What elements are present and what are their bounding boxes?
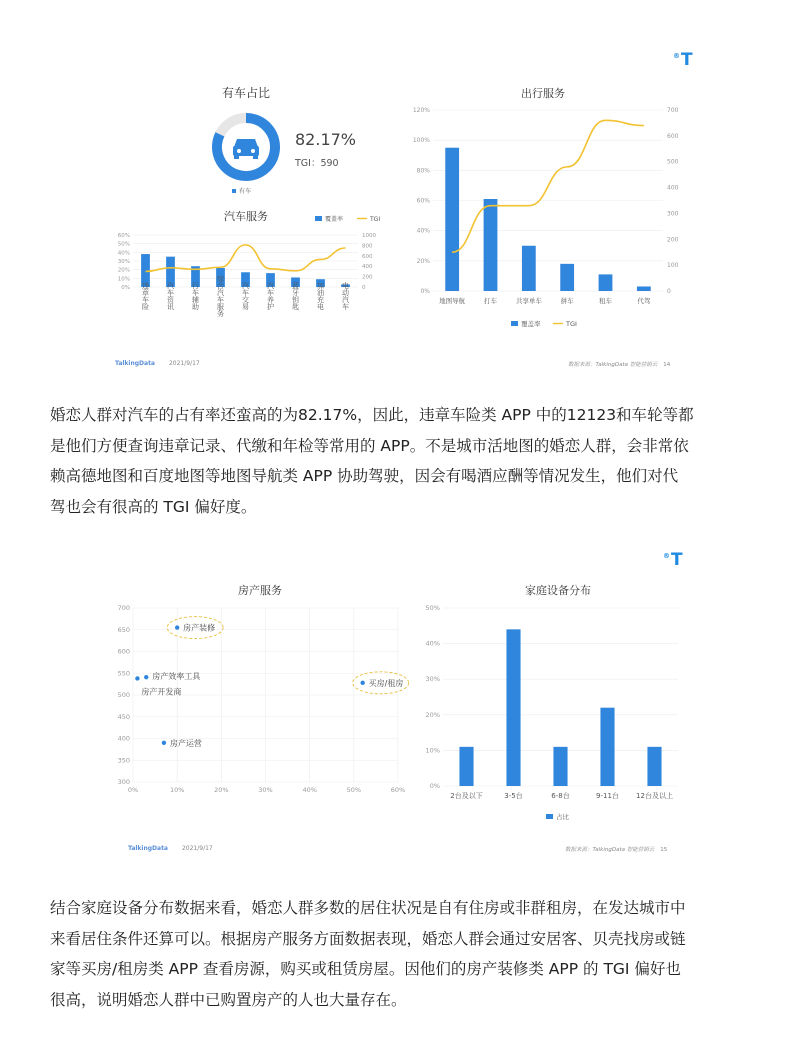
x-category-label: 综合汽车服务 xyxy=(216,275,225,317)
slide2-canvas xyxy=(103,540,693,865)
slide1-canvas xyxy=(103,45,693,375)
scatter-point xyxy=(162,741,166,745)
legend-swatch-coverage xyxy=(546,814,553,819)
footer-date: 2021/9/17 xyxy=(168,360,200,367)
x-category-label: 12台及以上 xyxy=(636,792,673,800)
paragraph-housing-analysis xyxy=(50,893,740,1015)
x-category-label: 代驾 xyxy=(637,297,651,305)
legend-label-tgi: TGI xyxy=(566,320,577,328)
y-tick-label: 0% xyxy=(420,288,430,295)
y-tick-label: 450 xyxy=(117,712,130,721)
x-tick-label: 20% xyxy=(214,786,229,794)
y-tick-label: 50% xyxy=(117,241,130,248)
paragraph-line: 结合家庭设备分布数据来看，婚恋人群多数的居住状况是自有住房或非群租房，在发达城市中 xyxy=(50,899,686,917)
x-category-label: 拼车 xyxy=(560,297,574,305)
y-tick-label: 30% xyxy=(117,259,130,265)
y-tick-label: 400 xyxy=(117,734,130,743)
scatter-point xyxy=(144,675,148,679)
slide-car-travel xyxy=(103,45,693,375)
y2-tick-label: 600 xyxy=(362,253,373,260)
y2-tick-label: 400 xyxy=(362,264,373,271)
y-tick-label: 40% xyxy=(117,250,130,257)
bar xyxy=(484,199,498,291)
page-number: 15 xyxy=(660,847,668,853)
x-category-label: 行车辅助 xyxy=(191,282,200,310)
y2-tick-label: 1000 xyxy=(362,233,376,239)
y-tick-label: 10% xyxy=(425,746,440,755)
legend-label-tgi: TGI xyxy=(370,216,381,223)
bar xyxy=(560,264,574,291)
x-tick-label: 30% xyxy=(258,786,273,794)
y-tick-label: 300 xyxy=(117,778,130,786)
y-tick-label: 30% xyxy=(425,675,440,684)
y-tick-label: 20% xyxy=(425,710,440,719)
legend-label-coverage: 覆盖率 xyxy=(325,216,344,223)
y-tick-label: 40% xyxy=(425,639,440,648)
bar xyxy=(647,747,661,786)
scatter-point-label: 房产开发商 xyxy=(141,687,182,697)
x-category-label: 加油充电 xyxy=(316,282,325,310)
footer-brand: TalkingData 2021/9/17 xyxy=(115,360,200,367)
y-tick-label: 20% xyxy=(117,267,130,274)
y-tick-label: 80% xyxy=(416,167,430,175)
x-category-label: 3-5台 xyxy=(504,792,523,800)
y2-tick-label: 700 xyxy=(667,107,679,114)
y2-tick-label: 0 xyxy=(667,288,671,295)
paragraph-line: 驾也会有很高的 TGI 偏好度。 xyxy=(50,497,257,516)
x-category-label: 9-11台 xyxy=(596,792,619,800)
x-category-label: 蓝牙钥匙 xyxy=(291,282,300,310)
x-category-label: 地图导航 xyxy=(439,297,466,305)
paragraph-line: 赖高德地图和百度地图等地图导航类 APP 协助驾驶，因会有喝酒应酬等情况发生，他们对代 xyxy=(50,467,679,485)
y2-tick-label: 0 xyxy=(362,285,366,291)
y-tick-label: 10% xyxy=(117,276,130,283)
car-ownership-title: 有车占比 xyxy=(221,86,271,100)
y-tick-label: 550 xyxy=(117,669,130,678)
scatter-point-label: 买房/租房 xyxy=(368,678,404,688)
y2-tick-label: 200 xyxy=(667,236,679,244)
x-category-label: 汽车资讯 xyxy=(166,282,175,310)
y2-tick-label: 800 xyxy=(362,243,373,250)
y-tick-label: 700 xyxy=(117,604,130,612)
chart-title: 家庭设备分布 xyxy=(525,584,591,597)
legend-swatch-coverage xyxy=(511,321,518,326)
y-tick-label: 60% xyxy=(416,197,430,205)
chart-title: 汽车服务 xyxy=(224,210,268,223)
y2-tick-label: 600 xyxy=(667,132,679,140)
y-tick-label: 50% xyxy=(425,604,440,612)
x-category-label: 打车 xyxy=(484,297,497,305)
x-tick-label: 10% xyxy=(169,786,185,794)
car-services-chart xyxy=(118,209,381,318)
y2-tick-label: 300 xyxy=(667,210,679,218)
y-tick-label: 100% xyxy=(412,137,430,145)
x-category-label: 汽车养护 xyxy=(266,282,275,310)
chart-title: 房产服务 xyxy=(238,584,282,597)
bar xyxy=(600,708,614,786)
y-tick-label: 0% xyxy=(121,285,130,291)
x-category-label: 6-8台 xyxy=(551,792,570,800)
y-tick-label: 500 xyxy=(117,691,130,699)
footer-brand: TalkingData 2021/9/17 xyxy=(128,845,213,852)
talkingdata-logo: ®T xyxy=(673,50,693,70)
legend-swatch-coverage xyxy=(315,216,322,221)
y-tick-label: 350 xyxy=(117,756,130,765)
x-category-label: 共享单车 xyxy=(515,297,542,305)
paragraph-line: 婚恋人群对汽车的占有率还蛮高的为82.17%，因此，违章车险类 APP 中的12123和车轮等都 xyxy=(50,406,694,424)
scatter-point xyxy=(135,676,139,680)
y-tick-label: 0% xyxy=(429,782,440,790)
bar xyxy=(522,246,536,291)
footer-source: 数据来源：TalkingData 智能营销云 15 xyxy=(565,847,668,853)
car-ownership-panel xyxy=(217,85,356,195)
car-icon xyxy=(233,139,259,159)
y-tick-label: 40% xyxy=(416,227,430,235)
car-ownership-legend-swatch xyxy=(232,189,236,193)
y2-tick-label: 400 xyxy=(667,184,679,192)
x-tick-label: 40% xyxy=(302,786,317,794)
paragraph-line: 来看居住条件还算可以。根据房产服务方面数据表现，婚恋人群会通过安居客、贝壳找房或链 xyxy=(50,929,686,948)
x-category-label: 电动汽车 xyxy=(341,282,350,310)
y-tick-label: 60% xyxy=(117,233,130,239)
tgi-line xyxy=(146,245,346,272)
page-number: 14 xyxy=(663,362,671,368)
footer-source: 数据来源：TalkingData 智能营销云 14 xyxy=(568,362,671,368)
chart-title: 出行服务 xyxy=(521,87,565,100)
household-devices-chart xyxy=(426,583,678,821)
real-estate-services-chart xyxy=(118,583,409,794)
paragraph-line: 家等买房/租房类 APP 查看房源，购买或租赁房屋。因他们的房产装修类 APP 的 TGI 偏好也 xyxy=(50,960,681,978)
scatter-point-label: 房产效率工具 xyxy=(152,672,201,682)
y-tick-label: 600 xyxy=(117,647,130,656)
x-category-label: 汽车交易 xyxy=(241,282,250,310)
legend-label-coverage: 占比 xyxy=(556,813,569,821)
x-tick-label: 50% xyxy=(346,786,362,794)
slide-housing-devices xyxy=(103,540,693,865)
paragraph-line: 是他们方便查询违章记录、代缴和年检等常用的 APP。不是城市活地图的婚恋人群，会非常依 xyxy=(50,436,689,455)
car-ownership-legend: 有车 xyxy=(239,188,252,195)
legend-label-coverage: 覆盖率 xyxy=(521,320,541,328)
y-tick-label: 20% xyxy=(416,257,430,265)
x-tick-label: 0% xyxy=(127,786,139,794)
scatter-point-label: 房产运营 xyxy=(169,738,202,748)
scatter-point xyxy=(360,681,364,685)
footer-date: 2021/9/17 xyxy=(181,845,213,852)
bar xyxy=(599,274,613,291)
bar xyxy=(506,629,520,786)
x-tick-label: 60% xyxy=(390,786,406,794)
bar xyxy=(553,747,567,786)
car-ownership-percent: 82.17% xyxy=(295,130,357,149)
y2-tick-label: 500 xyxy=(667,158,679,166)
travel-services-chart xyxy=(413,86,679,328)
paragraph-car-analysis xyxy=(50,400,740,522)
car-ownership-tgi: TGI：590 xyxy=(295,158,339,169)
y2-tick-label: 200 xyxy=(362,274,373,281)
x-category-label: 违章车险 xyxy=(141,282,150,310)
bar xyxy=(459,747,473,786)
scatter-point-label: 房产装修 xyxy=(183,623,216,633)
x-category-label: 2台及以下 xyxy=(450,792,483,800)
y-tick-label: 650 xyxy=(117,625,130,634)
x-category-label: 租车 xyxy=(599,297,612,305)
talkingdata-logo: ®T xyxy=(663,550,683,570)
scatter-point xyxy=(175,625,179,629)
bar xyxy=(445,148,459,291)
y-tick-label: 120% xyxy=(412,107,430,114)
bar xyxy=(637,286,651,291)
paragraph-line: 很高，说明婚恋人群中已购置房产的人也大量存在。 xyxy=(50,990,407,1009)
y2-tick-label: 100 xyxy=(667,262,679,270)
